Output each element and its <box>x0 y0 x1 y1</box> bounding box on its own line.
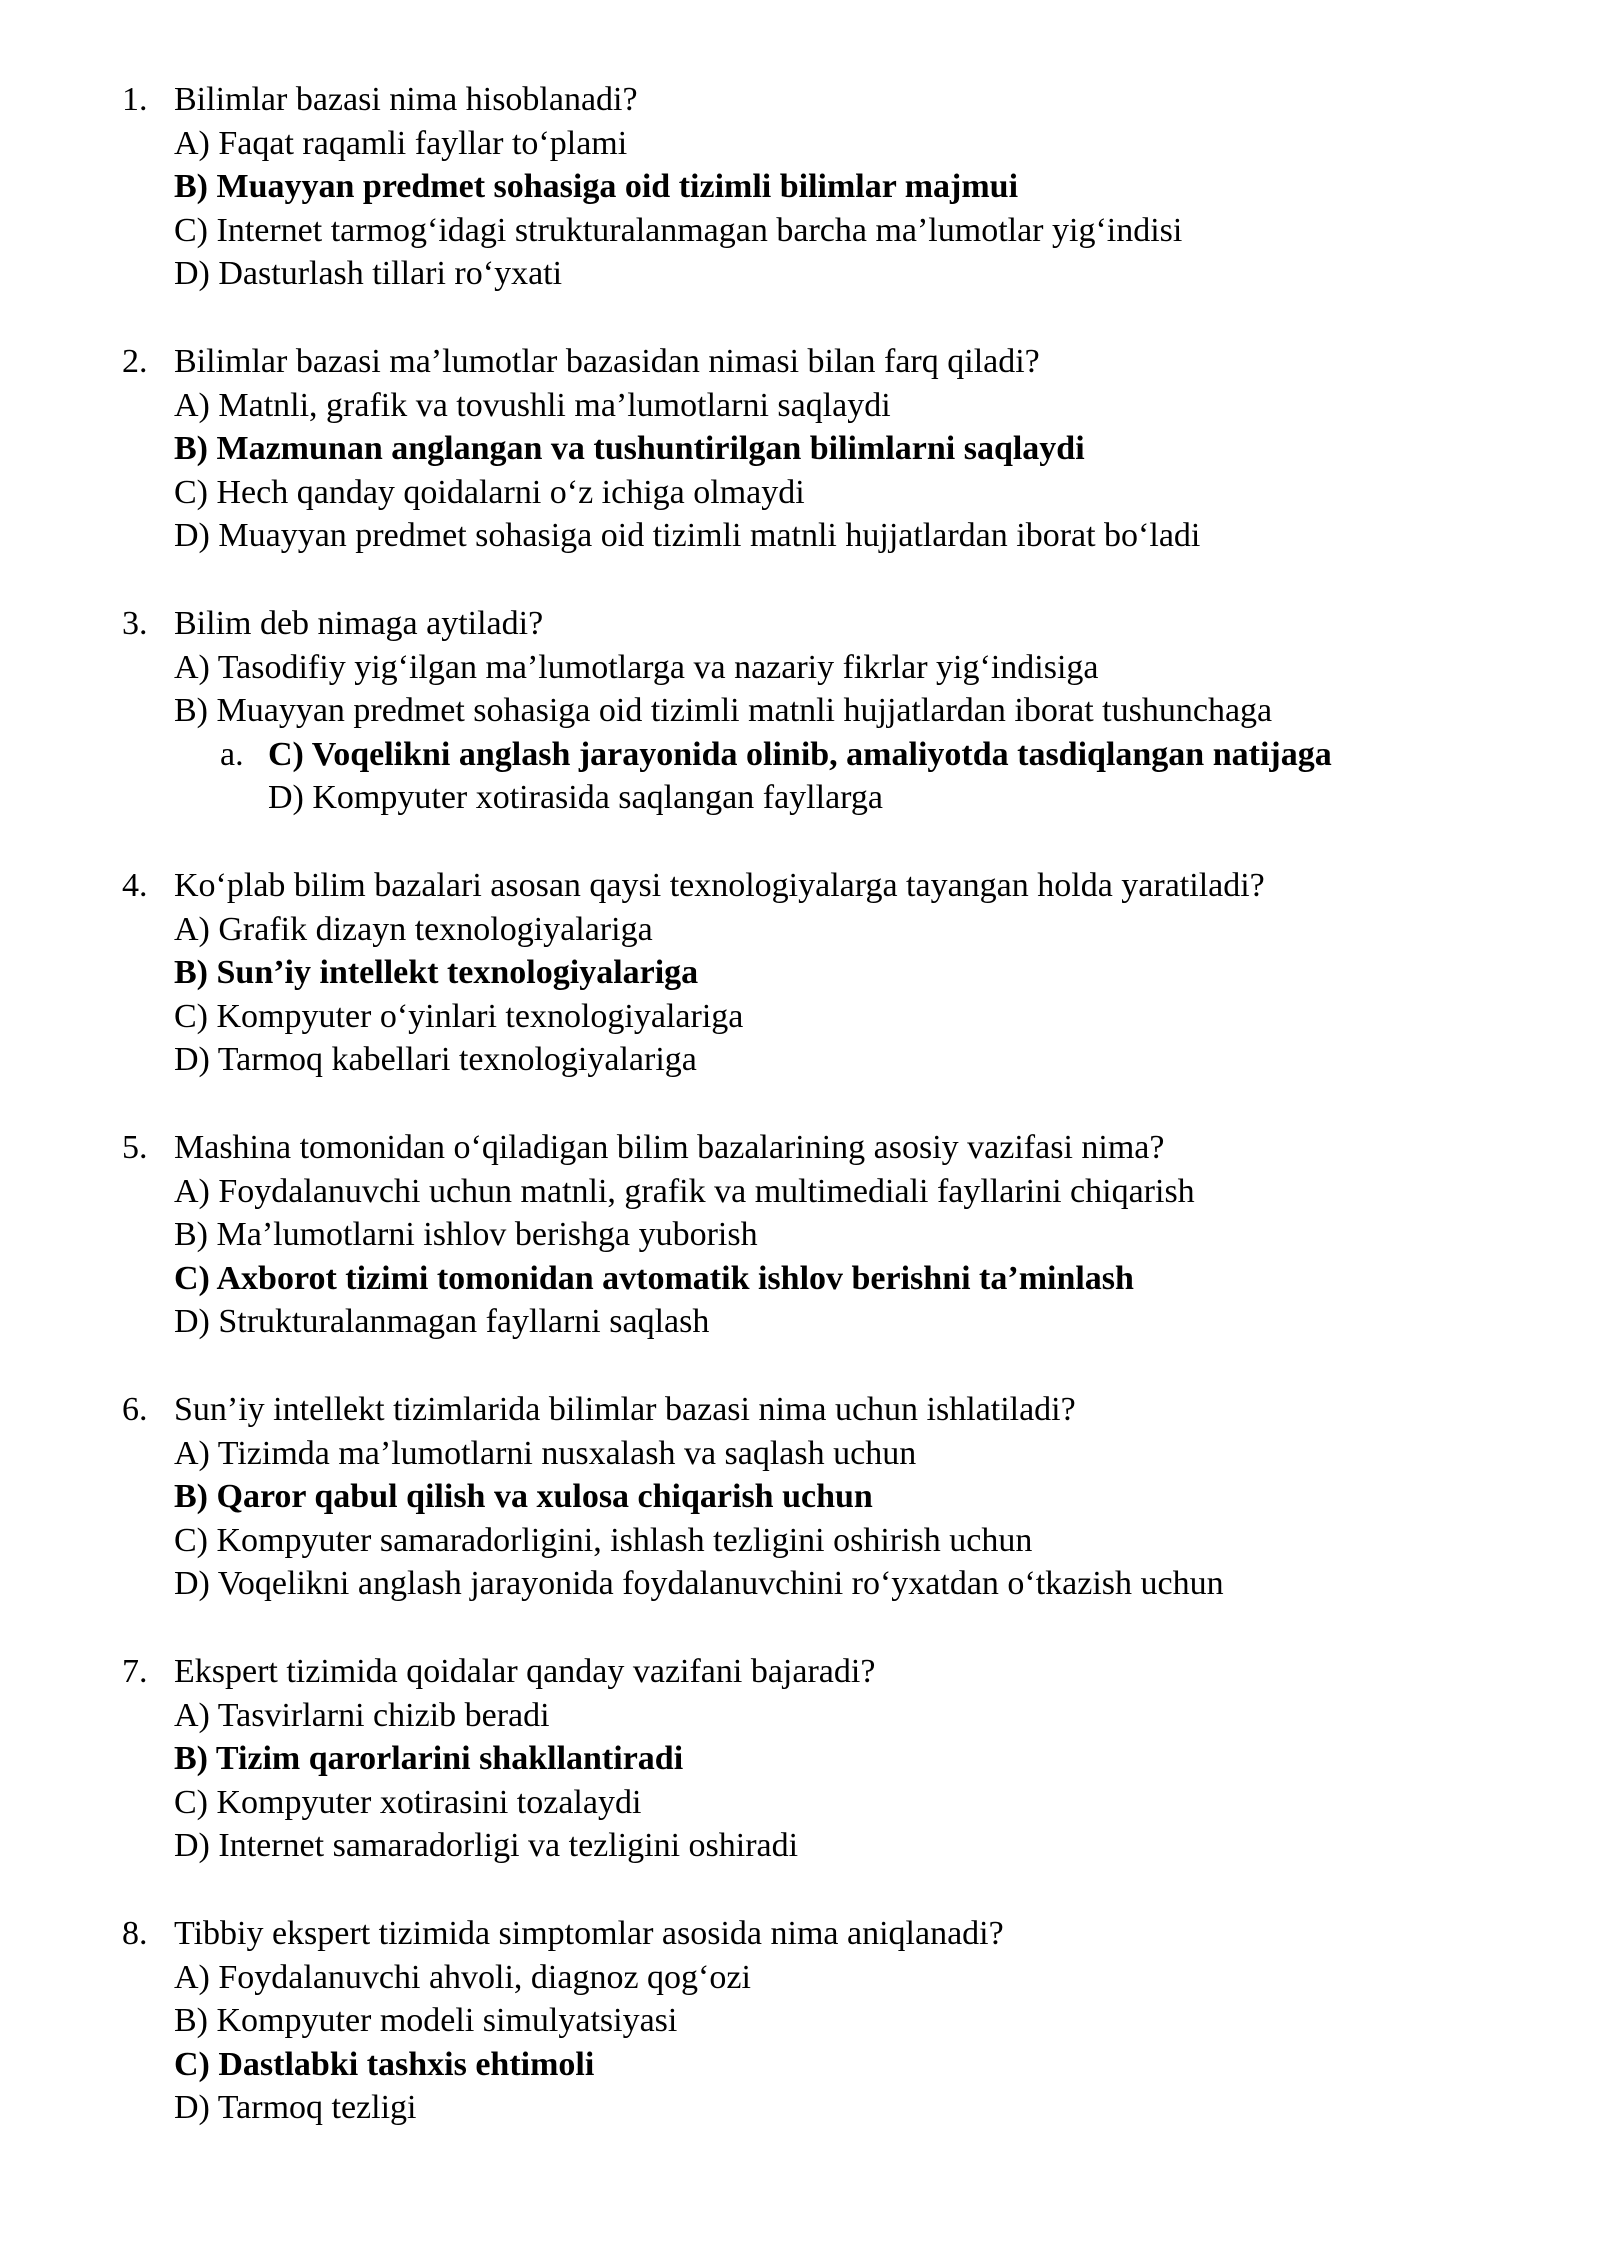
answer-option-a: A) Tasvirlarni chizib beradi <box>174 1696 550 1734</box>
answer-option-c-correct: C) Dastlabki tashxis ehtimoli <box>174 2045 595 2083</box>
question-2-line <box>122 340 1562 384</box>
question-text: Mashina tomonidan o‘qiladigan bilim bazalarining asosiy vazifasi nima? <box>174 1129 1165 1166</box>
answer-option-d: D) Tarmoq tezligi <box>174 2089 417 2127</box>
answer-option-b: B) Muayyan predmet sohasiga oid tizimli matnli hujjatlardan iborat tushunchaga <box>174 692 1273 730</box>
question-text: Tibbiy ekspert tizimida simptomlar asosida nima aniqlanadi? <box>174 1915 1004 1952</box>
answer-option-a: A) Tizimda ma’lumotlarni nusxalash va saqlash uchun <box>174 1434 917 1472</box>
answer-option-b-correct: B) Tizim qarorlarini shakllantiradi <box>174 1740 684 1778</box>
answer-option-a: A) Tasodifiy yig‘ilgan ma’lumotlarga va nazariy fikrlar yig‘indisiga <box>174 648 1099 686</box>
list-marker: a. <box>220 735 244 773</box>
answer-option-d: D) Internet samaradorligi va tezligini oshiradi <box>174 1827 799 1865</box>
question-text: Bilim deb nimaga aytiladi? <box>174 605 544 642</box>
answer-option-c: C) Kompyuter o‘yinlari texnologiyalariga <box>174 997 744 1035</box>
question-8-line <box>122 1912 1562 1956</box>
question-1-line <box>122 78 1562 122</box>
question-text: Bilimlar bazasi ma’lumotlar bazasidan nimasi bilan farq qiladi? <box>174 343 1040 380</box>
answer-option-b: B) Ma’lumotlarni ishlov berishga yuborish <box>174 1216 758 1254</box>
question-number: 2. <box>122 343 148 380</box>
answer-option-d: D) Strukturalanmagan fayllarni saqlash <box>174 1303 710 1341</box>
question-2 <box>122 340 1562 558</box>
answer-option-b-correct: B) Mazmunan anglangan va tushuntirilgan bilimlarni saqlaydi <box>174 430 1085 468</box>
question-1 <box>122 78 1562 296</box>
question-number: 1. <box>122 81 148 118</box>
question-text: Ko‘plab bilim bazalari asosan qaysi texnologiyalarga tayangan holda yaratiladi? <box>174 867 1265 904</box>
question-number: 6. <box>122 1391 148 1428</box>
question-3 <box>122 602 1562 820</box>
question-number: 4. <box>122 867 148 904</box>
answer-option-a: A) Foydalanuvchi uchun matnli, grafik va multimediali fayllarini chiqarish <box>174 1172 1195 1210</box>
question-4-line <box>122 864 1562 908</box>
question-number: 8. <box>122 1915 148 1952</box>
answer-option-a: A) Grafik dizayn texnologiyalariga <box>174 910 653 948</box>
question-text: Sun’iy intellekt tizimlarida bilimlar bazasi nima uchun ishlatiladi? <box>174 1391 1076 1428</box>
answer-option-d: D) Muayyan predmet sohasiga oid tizimli matnli hujjatlardan iborat bo‘ladi <box>174 517 1201 555</box>
answer-option-b-correct: B) Qaror qabul qilish va xulosa chiqarish uchun <box>174 1478 873 1516</box>
question-number: 3. <box>122 605 148 642</box>
question-text: Ekspert tizimida qoidalar qanday vazifani bajaradi? <box>174 1653 876 1690</box>
question-5-line <box>122 1126 1562 1170</box>
question-6-line <box>122 1388 1562 1432</box>
question-text: Bilimlar bazasi nima hisoblanadi? <box>174 81 638 118</box>
answer-option-b-correct: B) Muayyan predmet sohasiga oid tizimli bilimlar majmui <box>174 168 1019 206</box>
answer-option-d: D) Voqelikni anglash jarayonida foydalanuvchini ro‘yxatdan o‘tkazish uchun <box>174 1565 1224 1603</box>
question-6 <box>122 1388 1562 1606</box>
question-7 <box>122 1650 1562 1868</box>
answer-option-a: A) Matnli, grafik va tovushli ma’lumotlarni saqlaydi <box>174 386 891 424</box>
question-4 <box>122 864 1562 1082</box>
answer-option-d: D) Kompyuter xotirasida saqlangan fayllarga <box>268 779 883 817</box>
question-number: 5. <box>122 1129 148 1166</box>
answer-option-d: D) Dasturlash tillari ro‘yxati <box>174 255 563 293</box>
answer-option-a: A) Foydalanuvchi ahvoli, diagnoz qog‘ozi <box>174 1958 751 1996</box>
question-8 <box>122 1912 1562 2130</box>
answer-option-c: C) Hech qanday qoidalarni o‘z ichiga olmaydi <box>174 473 805 511</box>
question-5 <box>122 1126 1562 1344</box>
answer-option-b: B) Kompyuter modeli simulyatsiyasi <box>174 2002 678 2040</box>
answer-option-c: C) Kompyuter xotirasini tozalaydi <box>174 1783 642 1821</box>
answer-option-c: C) Kompyuter samaradorligini, ishlash tezligini oshirish uchun <box>174 1521 1033 1559</box>
answer-option-c: C) Internet tarmog‘idagi strukturalanmagan barcha ma’lumotlar yig‘indisi <box>174 211 1183 249</box>
question-7-line <box>122 1650 1562 1694</box>
question-number: 7. <box>122 1653 148 1690</box>
answer-option-c-correct: C) Axborot tizimi tomonidan avtomatik ishlov berishni ta’minlash <box>174 1259 1134 1297</box>
answer-option-d: D) Tarmoq kabellari texnologiyalariga <box>174 1041 697 1079</box>
answer-option-a: A) Faqat raqamli fayllar to‘plami <box>174 124 628 162</box>
answer-option-c-correct: C) Voqelikni anglash jarayonida olinib, amaliyotda tasdiqlangan natijaga <box>268 735 1332 773</box>
question-3-line <box>122 602 1562 646</box>
answer-sub-option-c <box>122 733 1562 777</box>
answer-option-b-correct: B) Sun’iy intellekt texnologiyalariga <box>174 954 699 992</box>
